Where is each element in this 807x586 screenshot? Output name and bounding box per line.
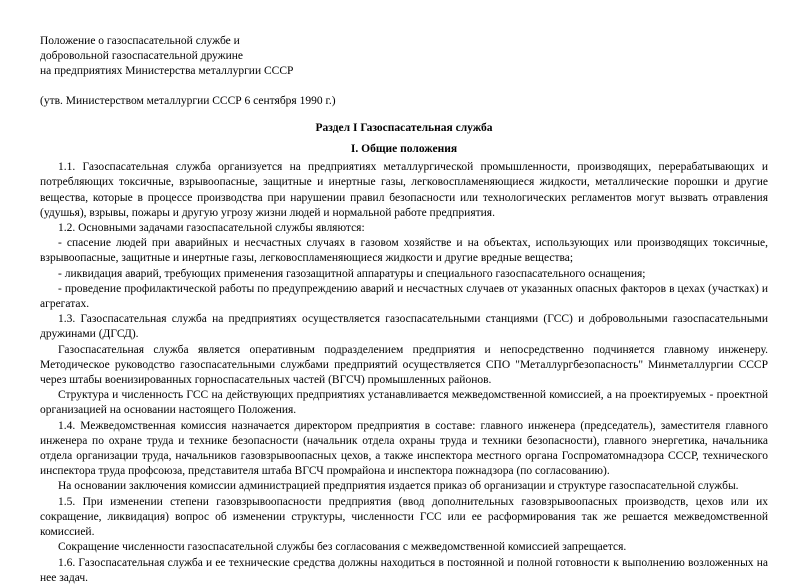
paragraph: 1.5. При изменении степени газовзрывоопасности предприятия (ввод дополнительных газовзрывоопасных производств, цехов или их сокращение, ликвидация) вопрос об изменении структуры, численности ГСС или ее расформирования так же решается межведомственной комиссией. <box>40 495 768 539</box>
paragraph: 1.6. Газоспасательная служба и ее технические средства должны находиться в постоянной и полной готовности к выполнению возложенных на нее задач. <box>40 556 768 584</box>
paragraph: - спасение людей при аварийных и несчастных случаях в газовом хозяйстве и на объектах, использующих или производящих токсичные, взрывоопасные, защитные и инертные газы, легковоспламеняющиеся жидкости и другие вредные вещества; <box>40 237 768 265</box>
paragraph: Газоспасательная служба является оперативным подразделением предприятия и непосредственно подчиняется главному инженеру. Методическое руководство газоспасательными службами предприятий осуществляется СПО "Металлургбезопасность" Минметаллургии СССР через штабы военизированных горноспасательных частей (ВГСЧ) промышленных районов. <box>40 343 768 387</box>
chapter-heading: I. Общие положения <box>350 143 458 156</box>
paragraph: На основании заключения комиссии администрацией предприятия издается приказ об организации и структуре газоспасательной службы. <box>58 480 739 493</box>
paragraph: 1.1. Газоспасательная служба организуется на предприятиях металлургической промышленности, производящих, перерабатывающих и потребляющих токсичные, взрывоопасные, защитные и инертные газы, легковоспламеняющиеся жидкости, металлические порошки и другие вещества, которые в процессе производства при нарушении правил безопасности или технологических регламентов могут вызвать отравления (удушья), взрывы, пожары и другую угрозу жизни людей и нормальной работе предприятия. <box>40 161 768 219</box>
document-body <box>40 160 768 586</box>
paragraph: Сокращение численности газоспасательной службы без согласования с межведомственной комиссией запрещается. <box>58 541 627 554</box>
document-title <box>40 34 768 80</box>
document-title-line: на предприятиях Министерства металлургии СССР <box>40 65 294 78</box>
paragraph: - проведение профилактической работы по предупреждению аварий и несчастных случаев от указанных опасных факторов в цехах (участках) и агрегатах. <box>40 282 768 311</box>
paragraph: Структура и численность ГСС на действующих предприятиях устанавливается межведомственной комиссией, а на проектируемых - проектной организацией на основании настоящего Положения. <box>40 389 768 417</box>
document-page <box>40 34 768 586</box>
paragraph: - ликвидация аварий, требующих применения газозащитной аппаратуры и специального газоспасательного оснащения; <box>58 267 646 280</box>
document-title-line: добровольной газоспасательной дружине <box>40 50 244 63</box>
paragraph: 1.4. Межведомственная комиссия назначается директором предприятия в составе: главного инженера (председатель), заместителя главного инженера по охране труда и технике безопасности (начальник отдела охраны труда и техники безопасности), главного энергетика, начальника отдела организации труда, начальников газовзрывоопасных цехов, а также инспектора местного органа Госпроматомнадзора СССР, технического инспектора труда профсоюза, представителя штаба ВГСЧ промрайона и инспектора пожнадзора (по согласованию). <box>40 419 768 478</box>
paragraph: 1.3. Газоспасательная служба на предприятиях осуществляется газоспасательными станциями (ГСС) и добровольными газоспасательными дружинами (ДГСД). <box>40 313 768 341</box>
approval-note: (утв. Министерством металлургии СССР 6 сентября 1990 г.) <box>40 94 336 107</box>
paragraph: 1.2. Основными задачами газоспасательной службы являются: <box>58 222 365 235</box>
section-heading: Раздел I Газоспасательная служба <box>315 121 493 134</box>
document-title-line: Положение о газоспасательной службе и <box>40 35 240 47</box>
